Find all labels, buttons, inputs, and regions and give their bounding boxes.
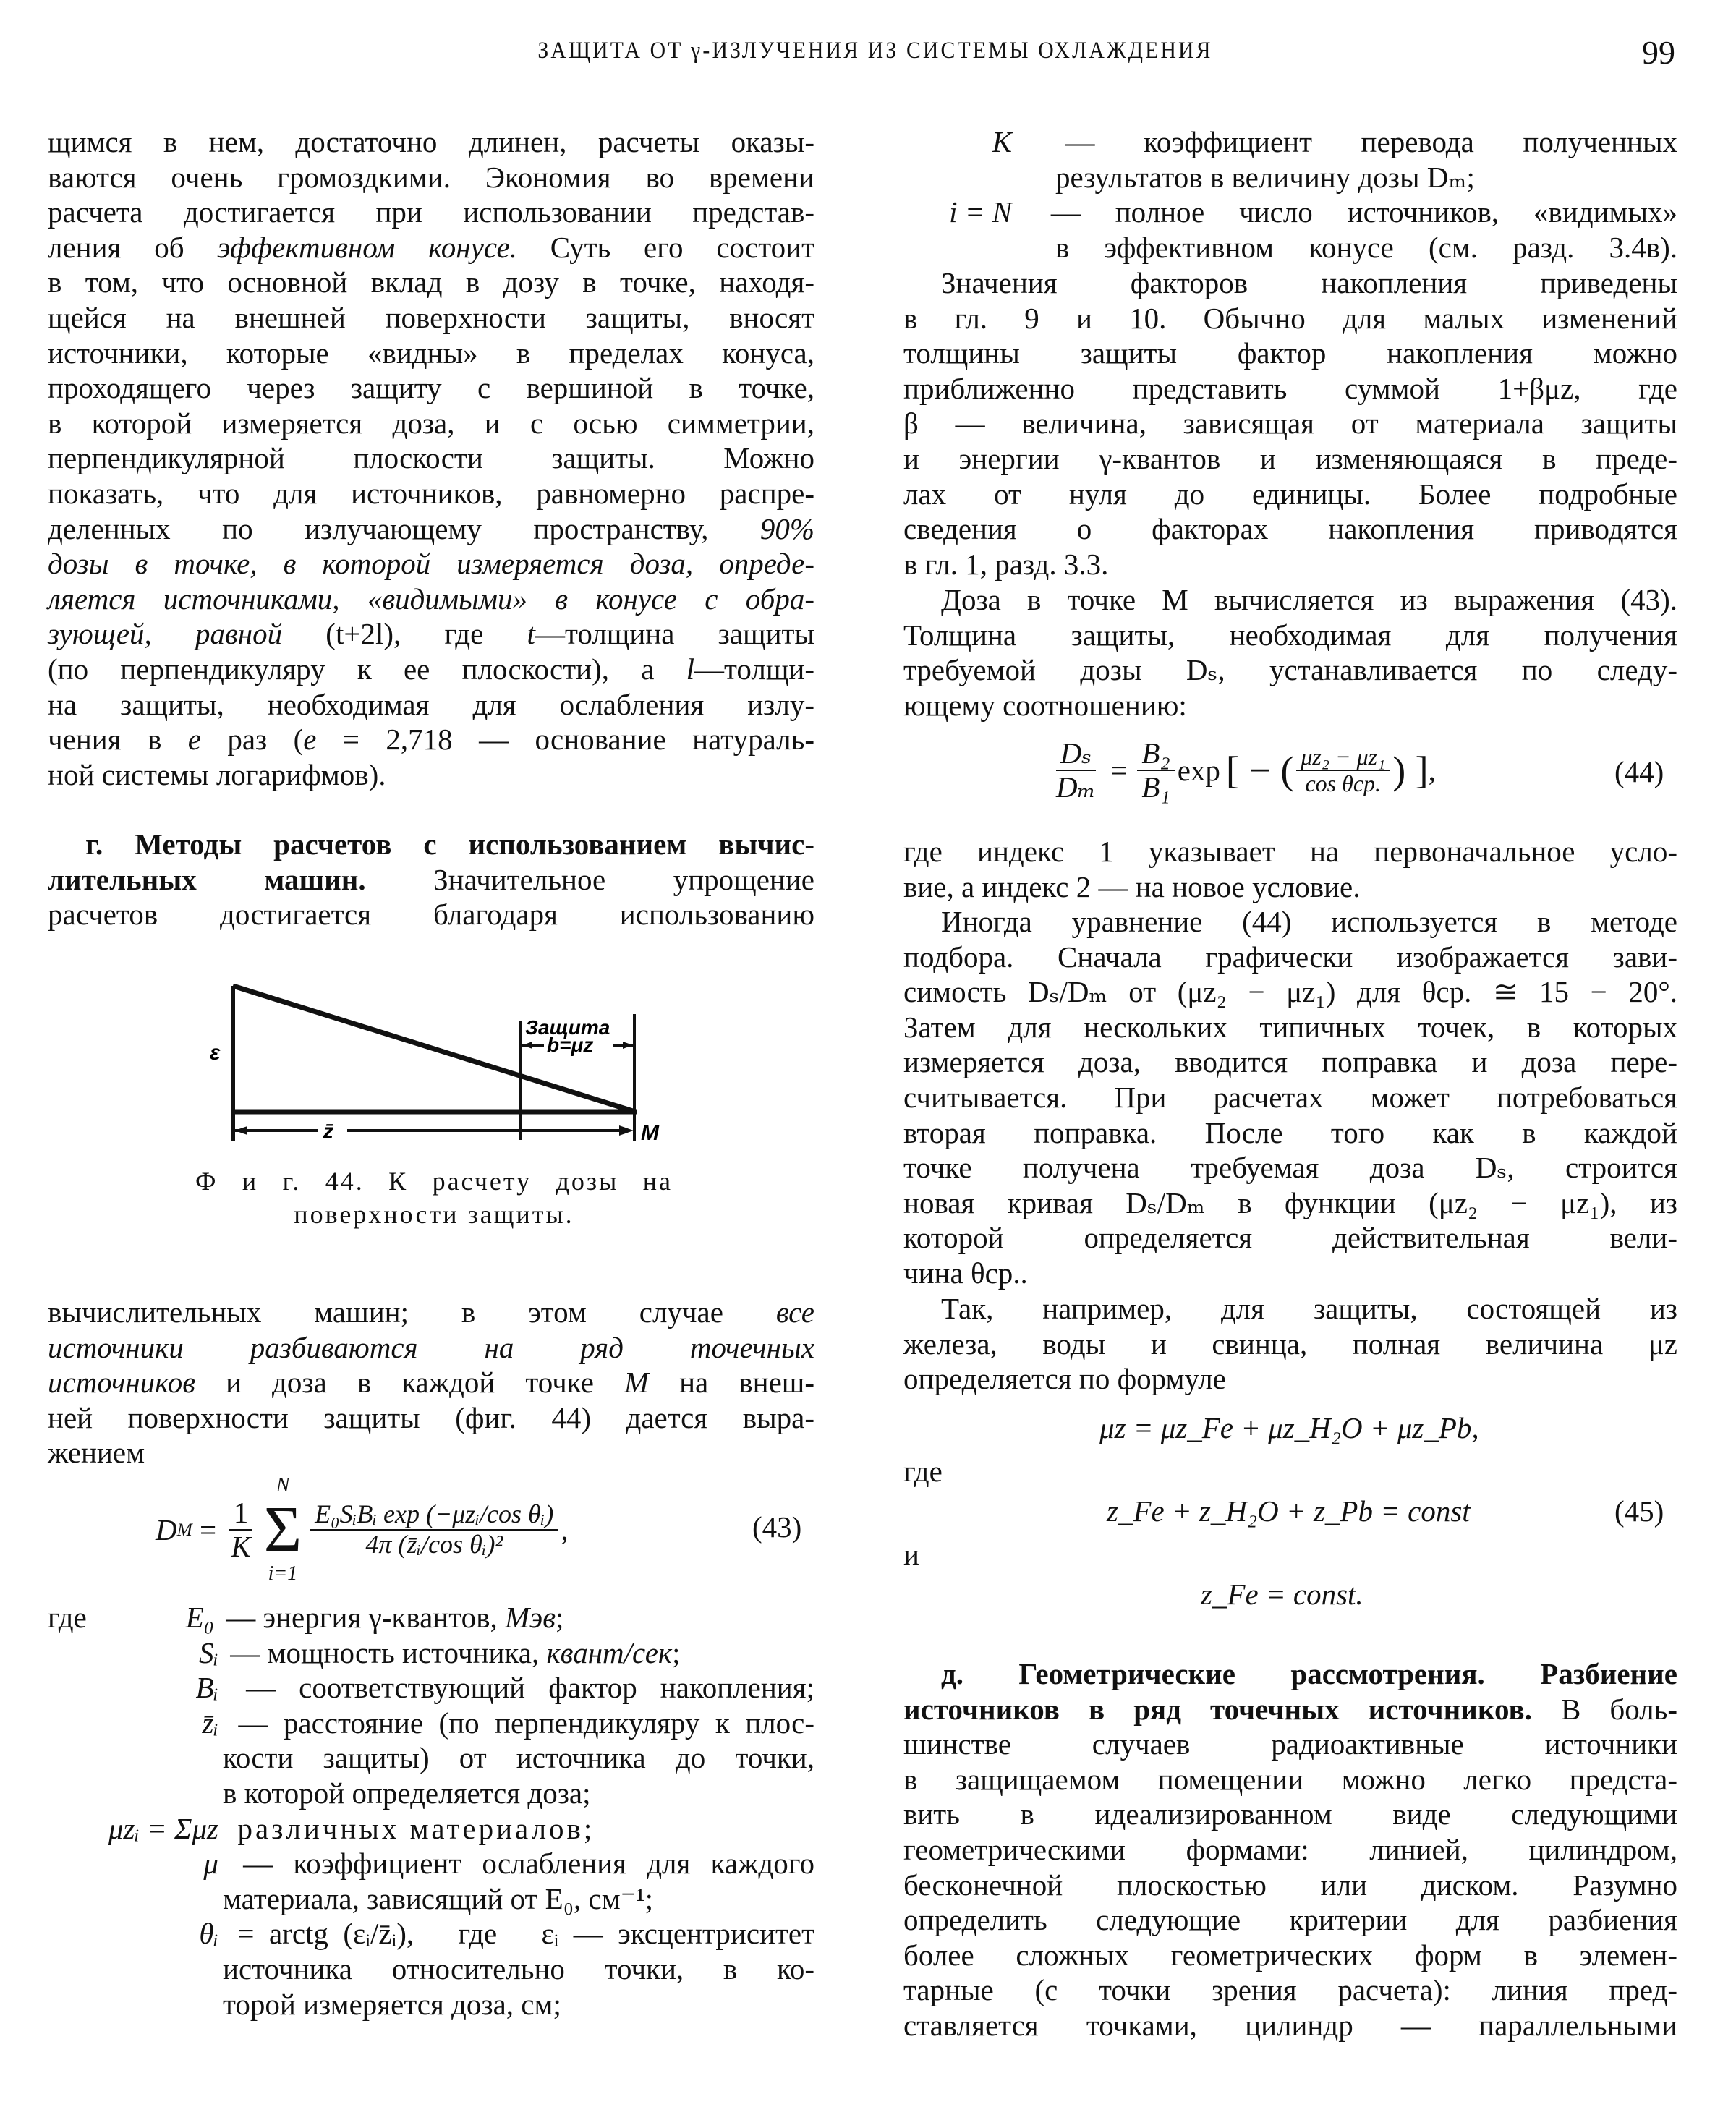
text-line: в том, что основной вклад в дозу в точке, находя- <box>48 265 814 299</box>
equation-number-43: (43) <box>752 1510 802 1544</box>
figure-44-diagram <box>188 969 694 1157</box>
text-line: симость Dₛ/Dₘ от (μz₂ − μz₁) для θср. ≅ 15 − 20°. <box>903 975 1677 1009</box>
text-line: ной системы логарифмов). <box>48 757 386 791</box>
text-line: приближенно представить суммой 1+βμz, где <box>903 371 1677 405</box>
text-line: толщины защиты фактор накопления можно <box>903 336 1677 370</box>
arrowhead-left <box>234 1126 247 1135</box>
right-paragraph-3 <box>903 265 1677 582</box>
text-line: подбора. Сначала графически изображается зави- <box>903 940 1677 974</box>
text-line: в гл. 9 и 10. Обычно для малых изменений <box>903 301 1677 335</box>
text-line: на защиты, необходимая для ослабления излу- <box>48 687 814 721</box>
text-line: показать, что для источников, равномерно распре- <box>48 476 814 510</box>
arrowhead-b-right <box>623 1042 633 1049</box>
word-and: и <box>903 1538 919 1571</box>
definition-mu: μ — коэффициент ослабления для каждого <box>203 1847 815 1881</box>
text-line: требуемой дозы Dₛ, устанавливается по следу- <box>903 653 1677 687</box>
label-epsilon: ε <box>210 1041 221 1065</box>
definition-mu-zi: μzᵢ = Σμz различных материалов; <box>108 1811 595 1845</box>
equation-45: z_Fe + z_H₂O + z_Pb = const <box>1107 1494 1471 1528</box>
text-line: щейся на внешней поверхности защиты, вносят <box>48 300 814 334</box>
text-line: дозы в точке, в которой измеряется доза, опреде- <box>48 547 814 581</box>
arrowhead-right <box>619 1125 634 1136</box>
equation-44: $\frac{\text{Dₛ}}{\text{Dₘ}}$ = $\frac{\text{B₂}}{\text{B₁}}$ exp [ − ( $\frac{\text{μz₂ − μz₁}}{\text{cos θср.}}$ ) ] , <box>1056 736 1436 804</box>
text-line: вить в идеализированном виде следующими <box>903 1797 1677 1831</box>
definition-continuation: торой измеряется доза, см; <box>223 1987 561 2021</box>
text-line: расчета достигается при использовании представ- <box>48 195 814 229</box>
coefficient-fraction: $\frac{1}{K}$ <box>226 1497 255 1563</box>
definition-i-N: i = N — полное число источников, «видимых» <box>949 195 1678 229</box>
equation-mu-z-sum: μz = μz_Fe + μz_H₂O + μz_Pb, <box>1099 1411 1479 1444</box>
text-line: ляется источниками, «видимыми» в конусе с обра- <box>48 582 814 616</box>
text-line: где индекс 1 указывает на первоначальное усло- <box>903 835 1677 868</box>
figure-44-caption <box>195 1165 673 1231</box>
label-b-mu-z: b=μz <box>547 1034 594 1056</box>
equation-z-fe-const: z_Fe = const. <box>1201 1578 1363 1611</box>
text-line: сведения о факторах накопления приводятся <box>903 512 1677 546</box>
text-line: более сложных геометрических форм в элемен- <box>903 1938 1677 1972</box>
summand-fraction: $\frac{\text{E₀SᵢBᵢ exp (−μzᵢ/cos θᵢ)}}{\text{4π (z̄ᵢ/cos θᵢ)²}}$ <box>310 1500 558 1559</box>
definition-zi: z̄ᵢ — расстояние (по перпендикуляру к плос- <box>202 1706 814 1740</box>
text-line: источников в ряд точечных источников. В боль- <box>903 1692 1677 1726</box>
equation-number-44: (44) <box>1614 755 1664 788</box>
label-shield: Защита <box>525 1016 610 1039</box>
left-paragraph-2 <box>48 1295 814 1470</box>
running-title: ЗАЩИТА ОТ γ-ИЗЛУЧЕНИЯ ИЗ СИСТЕМЫ ОХЛАЖДЕНИЯ <box>537 38 1213 64</box>
left-paragraph-1 <box>48 124 814 792</box>
text-line: в защищаемом помещении можно легко предста- <box>903 1762 1677 1796</box>
text-line: вие, а индекс 2 — на новое условие. <box>903 869 1361 903</box>
text-line: (по перпендикуляру к ее плоскости), а l—толщи- <box>48 652 814 686</box>
text-line: Значения факторов накопления приведены <box>941 266 1677 299</box>
arrowhead-b-left <box>522 1042 532 1049</box>
text-line: лах от нуля до единицы. Более подробные <box>903 477 1677 511</box>
text-line: вычислительных машин; в этом случае все <box>48 1295 814 1329</box>
text-line: новая кривая Dₛ/Dₘ в функции (μz₂ − μz₁), из <box>903 1186 1677 1219</box>
text-line: лительных машин. Значительное упрощение <box>48 862 814 896</box>
text-line: точке получена требуемая доза Dₛ, строится <box>903 1151 1677 1185</box>
definition-continuation: кости защиты) от источника до точки, <box>223 1741 814 1775</box>
section-heading: г. Методы расчетов с использованием вычис- <box>85 827 814 861</box>
word-where: где <box>903 1455 943 1488</box>
label-point-M: M <box>641 1121 659 1145</box>
definition-K: K — коэффициент перевода полученных <box>992 125 1677 158</box>
right-definitions <box>903 124 1677 265</box>
text-line: Доза в точке M вычисляется из выражения (43). <box>941 583 1677 616</box>
right-paragraph-7 <box>903 1291 1677 1397</box>
right-paragraph-5 <box>903 834 1677 904</box>
text-line: ставляется точками, цилиндр — параллельными <box>903 2008 1677 2042</box>
page-number: 99 <box>1642 34 1675 71</box>
text-line: которой определяется действительная вели- <box>903 1221 1677 1255</box>
text-line: жением <box>48 1436 145 1470</box>
text-line: чина θср.. <box>903 1256 1028 1290</box>
text-line: источники, которые «видны» в пределах конуса, <box>48 336 814 370</box>
text-line: Толщина защиты, необходимая для получения <box>903 618 1677 652</box>
text-line: ней поверхности защиты (фиг. 44) дается выра- <box>48 1400 814 1434</box>
text-line: бесконечной плоскостью или диском. Разумно <box>903 1868 1677 1902</box>
text-line: определить следующие критерии для разбиения <box>903 1903 1677 1937</box>
definition-continuation: результатов в величину дозы Dₘ; <box>1055 160 1475 194</box>
section-d <box>903 1656 1677 2043</box>
text-line: деленных по излучающему пространству, 90% <box>48 511 814 545</box>
text-line: источников и доза в каждой точке M на внеш- <box>48 1366 814 1400</box>
definition-theta-i: θᵢ = arctg (εᵢ/z̄ᵢ), где εᵢ — эксцентриситет <box>199 1917 815 1951</box>
right-paragraph-4 <box>903 582 1677 723</box>
text-line: расчетов достигается благодаря использованию <box>48 898 814 932</box>
text-line: и энергии γ-квантов и изменяющаяся в преде- <box>903 441 1677 475</box>
label-z-bar: z̄ <box>323 1120 333 1144</box>
caption-line: Ф и г. 44. К расчету дозы на <box>195 1167 673 1196</box>
text-line: источники разбиваются на ряд точечных <box>48 1330 814 1364</box>
text-line: ющему соотношению: <box>903 688 1187 722</box>
text-line: в гл. 1, разд. 3.3. <box>903 547 1109 581</box>
equation-43: D M = $\frac{1}{K}$ N Σ i=1 $\frac{\text{E₀SᵢBᵢ exp (−μzᵢ/cos θᵢ)}}{\text{4π (z̄ᵢ/cos θᵢ)²}}$ , <box>156 1474 569 1585</box>
text-line: железа, воды и свинца, полная величина μz <box>903 1327 1677 1361</box>
text-line: определяется по формуле <box>903 1362 1226 1396</box>
text-line: проходящего через защиту с вершиной в точке, <box>48 371 814 405</box>
text-line: Иногда уравнение (44) используется в методе <box>941 905 1677 938</box>
text-line: ваются очень громоздкими. Экономия во времени <box>48 160 814 194</box>
summation: N Σ i=1 <box>263 1474 302 1585</box>
text-line: чения в e раз (e = 2,718 — основание натураль- <box>48 723 814 757</box>
text-line: геометрическими формами: линией, цилиндром, <box>903 1832 1677 1866</box>
text-line: ления об эффективном конусе. Суть его состоит <box>48 230 814 264</box>
text-line: измеряется доза, вводится поправка и доза пере- <box>903 1045 1677 1079</box>
variable-definitions <box>48 1600 814 2022</box>
definition-Bi: Bᵢ — соответствующий фактор накопления; <box>195 1671 814 1705</box>
text-line: в которой измеряется доза, и с осью симметрии, <box>48 406 814 440</box>
section-heading: д. Геометрические рассмотрения. Разбиение <box>941 1657 1677 1690</box>
definition-continuation: в эффективном конусе (см. разд. 3.4в). <box>1055 230 1677 264</box>
equation-number-45: (45) <box>1614 1494 1664 1528</box>
text-line: щимся в нем, достаточно длинен, расчеты оказы- <box>48 125 814 158</box>
definition-continuation: в которой определяется доза; <box>223 1776 591 1810</box>
text-line: β — величина, зависящая от материала защиты <box>903 406 1677 440</box>
text-line: перпендикулярной плоскости защиты. Можно <box>48 441 814 475</box>
definition-Si: Sᵢ — мощность источника, квант/сек; <box>199 1635 681 1669</box>
text-line: Затем для нескольких типичных точек, в которых <box>903 1010 1677 1044</box>
text-line: вторая поправка. После того как в каждой <box>903 1115 1677 1149</box>
right-paragraph-6 <box>903 904 1677 1291</box>
definition-E0: где E₀ — энергия γ-квантов, Мэв; <box>48 1601 564 1634</box>
text-line: зующей, равной (t+2l), где t—толщина защиты <box>48 617 814 651</box>
section-g <box>48 827 814 932</box>
caption-line: поверхности защиты. <box>294 1200 574 1229</box>
term-effective-cone: эффективном конусе. <box>217 230 517 264</box>
text-line: тарные (с точки зрения расчета): линия пред- <box>903 1973 1677 2007</box>
text-line: Так, например, для защиты, состоящей из <box>941 1292 1677 1325</box>
text-line: шинстве случаев радиоактивные источники <box>903 1727 1677 1761</box>
definition-continuation: материала, зависящий от E₀, см⁻¹; <box>223 1881 653 1915</box>
text-line: считывается. При расчетах может потребоваться <box>903 1080 1677 1114</box>
definition-continuation: источника относительно точки, в ко- <box>223 1951 814 1985</box>
